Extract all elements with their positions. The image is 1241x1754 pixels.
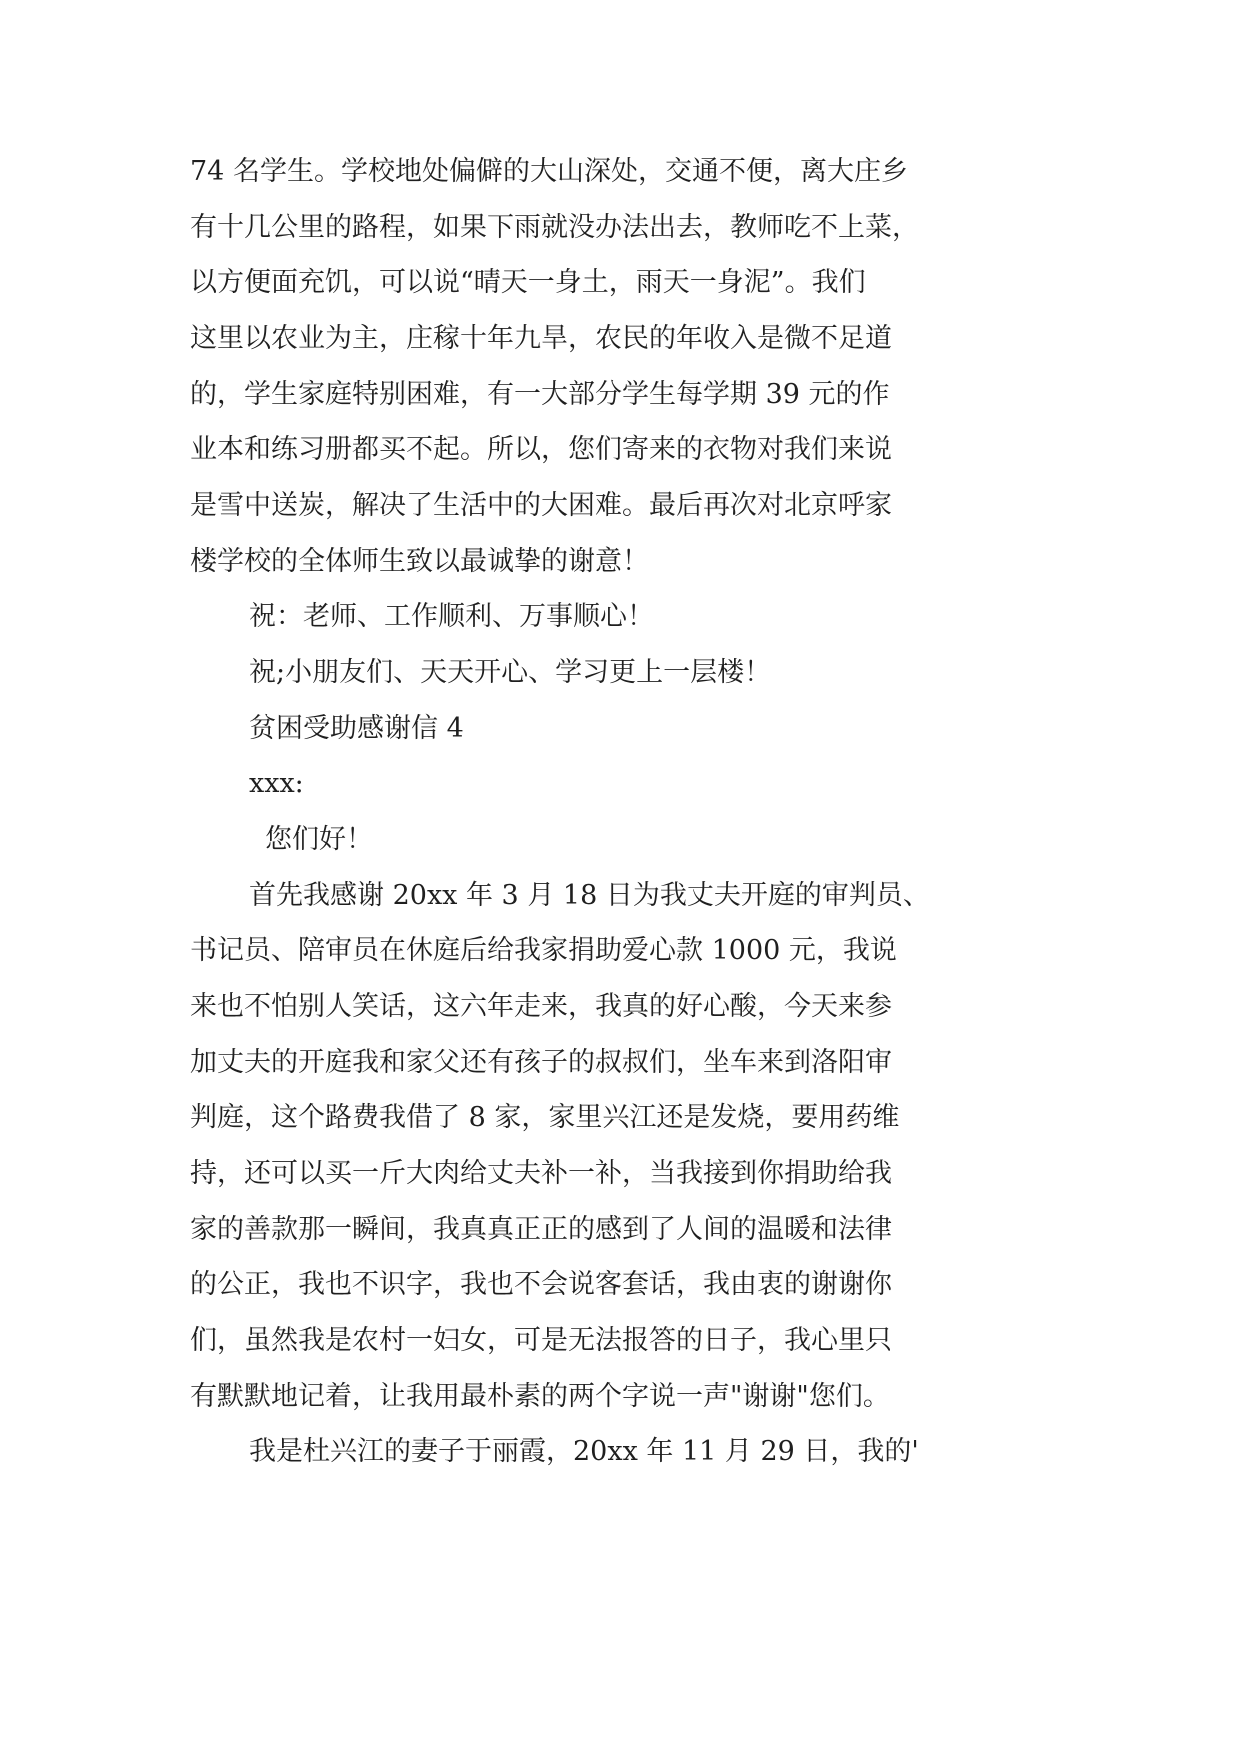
- text-line: 加丈夫的开庭我和家父还有孩子的叔叔们，坐车来到洛阳审: [190, 1047, 892, 1078]
- text-line: 书记员、陪审员在休庭后给我家捐助爱心款 1000 元，我说: [190, 935, 897, 966]
- text-line: 以方便面充饥，可以说“晴天一身土，雨天一身泥”。我们: [190, 267, 866, 298]
- letter-title: 贫困受助感谢信 4: [249, 713, 464, 744]
- text-line: 的，学生家庭特别困难，有一大部分学生每学期 39 元的作: [190, 379, 890, 410]
- text-line: 我是杜兴江的妻子于丽霞，20xx 年 11 月 29 日，我的': [249, 1436, 919, 1467]
- text-line: 来也不怕别人笑话，这六年走来，我真的好心酸，今天来参: [190, 991, 892, 1022]
- text-line: 判庭，这个路费我借了 8 家，家里兴江还是发烧，要用药维: [190, 1102, 900, 1133]
- text-line: 业本和练习册都买不起。所以，您们寄来的衣物对我们来说: [190, 434, 892, 465]
- text-line: 是雪中送炭，解决了生活中的大困难。最后再次对北京呼家: [190, 490, 892, 521]
- blessing-line: 祝：老师、工作顺利、万事顺心！: [249, 601, 654, 632]
- text-line: 74 名学生。学校地处偏僻的大山深处，交通不便，离大庄乡: [190, 156, 908, 187]
- text-line: 们，虽然我是农村一妇女，可是无法报答的日子，我心里只: [190, 1325, 892, 1356]
- blessing-line: 祝;小朋友们、天天开心、学习更上一层楼！: [249, 657, 772, 688]
- text-line: 首先我感谢 20xx 年 3 月 18 日为我丈夫开庭的审判员、: [249, 880, 930, 911]
- text-line: 持，还可以买一斤大肉给丈夫补一补，当我接到你捐助给我: [190, 1158, 892, 1189]
- text-line: 有默默地记着，让我用最朴素的两个字说一声"谢谢"您们。: [190, 1381, 890, 1412]
- greeting: 您们好！: [265, 824, 373, 855]
- text-line: 楼学校的全体师生致以最诚挚的谢意！: [190, 546, 649, 577]
- text-line: 家的善款那一瞬间，我真真正正的感到了人间的温暖和法律: [190, 1214, 892, 1245]
- text-line: 这里以农业为主，庄稼十年九旱，农民的年收入是微不足道: [190, 323, 892, 354]
- text-line: 的公正，我也不识字，我也不会说客套话，我由衷的谢谢你: [190, 1269, 892, 1300]
- salutation: xxx:: [249, 768, 304, 799]
- text-line: 有十几公里的路程，如果下雨就没办法出去，教师吃不上菜，: [190, 212, 919, 243]
